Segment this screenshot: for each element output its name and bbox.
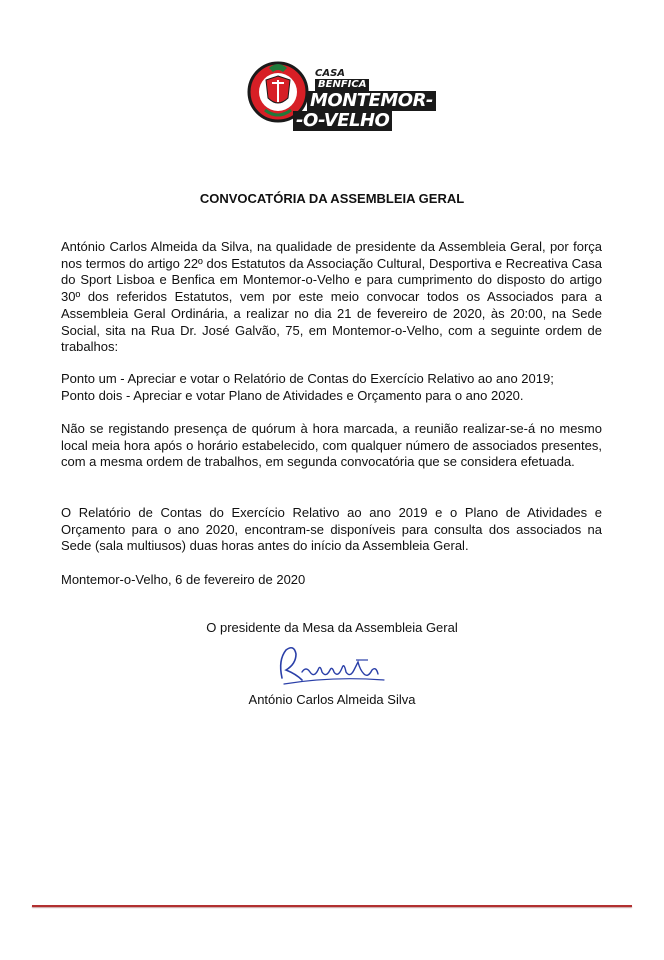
documents-paragraph: O Relatório de Contas do Exercício Relativo ao ano 2019 e o Plano de Atividades e Orçamento para o ano 2020, encontram-se disponíveis para consulta dos associados na Sede (sala multiusos) duas horas antes do início da Assembleia Geral. (61, 505, 602, 554)
agenda-item: Ponto dois - Apreciar e votar Plano de Atividades e Orçamento para o ano 2020. (61, 387, 524, 403)
signer-name: António Carlos Almeida Silva (248, 692, 416, 707)
place-date: Montemor-o-Velho, 6 de fevereiro de 2020 (61, 572, 306, 587)
logo-velho-text: -O-VELHO (293, 111, 392, 131)
handwritten-signature (272, 640, 390, 686)
intro-paragraph: António Carlos Almeida da Silva, na qualidade de presidente da Assembleia Geral, por força nos termos do artigo 22º dos Estatutos da Associação Cultural, Desportiva e Recreativa Casa do Sport Lisboa e Benfica em Montemor-o-Velho e para cumprimento do disposto do artigo 30º dos referidos Estatutos, vem por este meio convocar todos os Associados para a Assembleia Geral Ordinária, a realizar no dia 21 de fevereiro de 2020, às 20:00, na Sede Social, sita na Rua Dr. José Galvão, 75, em Montemor-o-Velho, com a seguinte ordem de trabalhos: (61, 239, 602, 355)
logo-wordmark (293, 54, 433, 138)
document-title: CONVOCATÓRIA DA ASSEMBLEIA GERAL (199, 191, 465, 206)
president-title: O presidente da Mesa da Assembleia Geral (206, 620, 458, 635)
logo-benfica-text: BENFICA (315, 79, 369, 91)
quorum-paragraph: Não se registando presença de quórum à hora marcada, a reunião realizar-se-á no mesmo local meia hora após o horário estabelecido, com qualquer número de associados presentes, com a mesma ordem de trabalhos, em segunda convocatória que se considera efetuada. (61, 421, 602, 470)
logo-casa-text: CASA (315, 68, 346, 79)
footer-rule (32, 905, 632, 907)
logo-montemor-text: MONTEMOR- (307, 91, 436, 111)
club-logo (247, 54, 433, 138)
agenda-list (61, 371, 602, 404)
agenda-item: Ponto um - Apreciar e votar o Relatório de Contas do Exercício Relativo ao ano 2019; (61, 371, 554, 386)
